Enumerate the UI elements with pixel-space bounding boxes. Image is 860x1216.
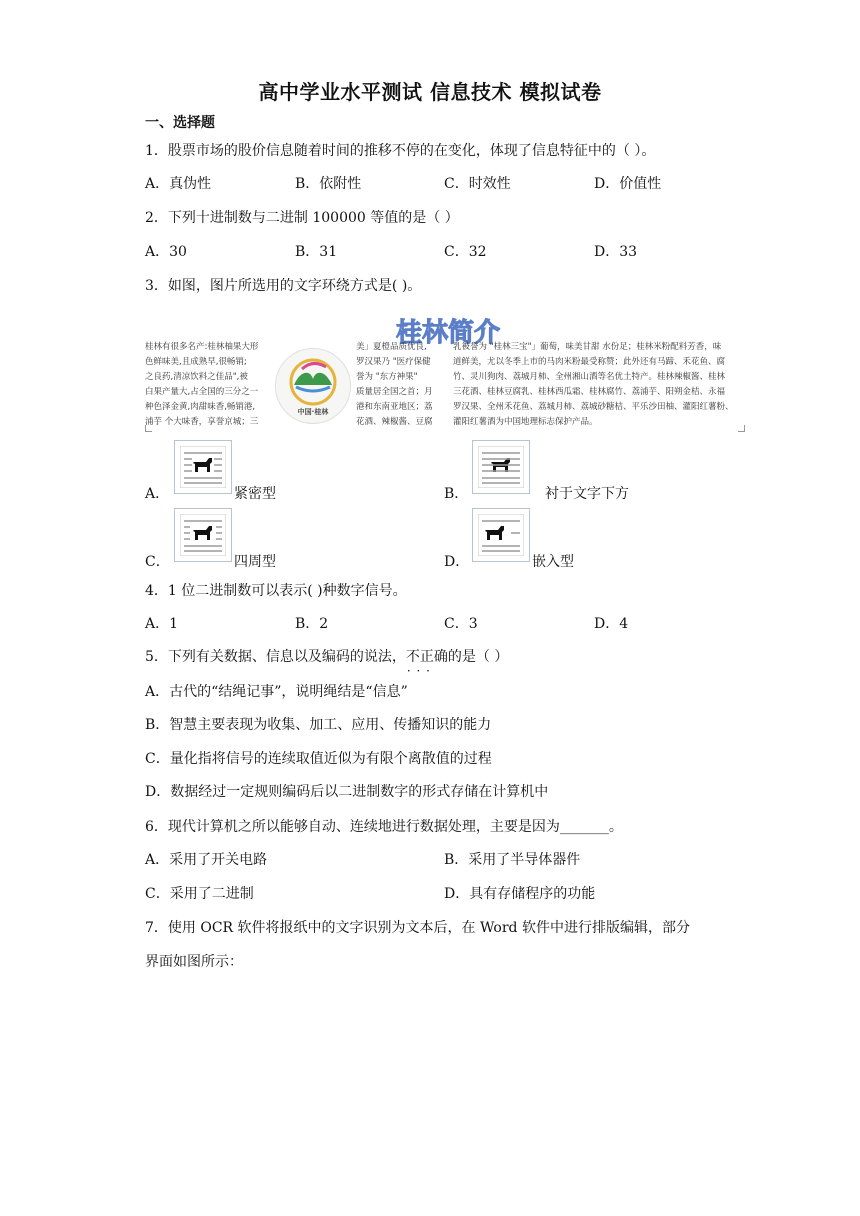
- question-5-stem-end: 的是（ ）: [447, 649, 509, 665]
- question-2-stem: 2．下列十进制数与二进制 100000 等值的是（ ）: [145, 210, 459, 226]
- q4-option-c: C．3: [444, 616, 478, 632]
- page-title: 高中学业水平测试 信息技术 模拟试卷: [258, 80, 602, 104]
- figure-text-column-3: 乳被誉为 "桂林三宝"」葡萄，味美甘甜 水份足；桂林米粉配料芳香，味 道鲜美，尤以冬季上市的马肉米粉最受称赞；此外还有马蹄、禾花鱼、腐 竹、灵川狗肉、荔城月柿、全州湘山酒等名优土特产。桂林辣椒酱、桂林 三花酒、桂林豆腐乳、桂林西瓜霜、桂林腐竹、荔浦芋、阳朔金桔、永福 罗汉果、全州禾花鱼、荔城月柿、荔城砂糖桔、平乐沙田柚、灌阳红薯粉、 灌阳红薯酒为中国地理标志保护产品。: [453, 342, 734, 427]
- q3-option-b-letter: B．: [444, 486, 469, 502]
- q3-option-a-letter: A．: [145, 486, 170, 502]
- question-5-stem: [145, 648, 508, 666]
- q3-option-c-letter: C．: [145, 554, 170, 570]
- dog-inline-icon: [478, 514, 524, 556]
- figure-title: 桂林简介: [395, 318, 500, 348]
- q3-option-a-label: 紧密型: [234, 486, 276, 502]
- question-5-stem-start: 5．下列有关数据、信息以及编码的说法，: [145, 649, 406, 665]
- q4-option-d: D．4: [594, 616, 629, 632]
- question-5-emphasis: 不正确 · · ·: [406, 649, 448, 665]
- q2-option-d: D．33: [594, 244, 638, 260]
- wrap-inline-icon: [472, 508, 530, 562]
- q5-option-b: B．智慧主要表现为收集、加工、应用、传播知识的能力: [145, 717, 492, 733]
- q2-option-a: A．30: [145, 244, 187, 260]
- q2-option-c: C．32: [444, 244, 487, 260]
- question-1-stem: 1．股票市场的股价信息随着时间的推移不停的在变化，体现了信息特征中的（ ）。: [145, 143, 656, 159]
- dog-wrap-tight-icon: [180, 446, 226, 488]
- question-4-stem: 4．1 位二进制数可以表示( )种数字信号。: [145, 583, 407, 599]
- q6-option-b: B．采用了半导体器件: [444, 852, 581, 868]
- q6-option-c: C．采用了二进制: [145, 886, 254, 902]
- q4-option-b: B．2: [295, 616, 329, 632]
- figure-text-column-1: 桂林有很多名产:桂林柚果大形 色鲜味美,且成熟早,很畅销; 之良药,清凉饮料之佳品",被 白果产量大,占全国的三分之一 种色泽金黄,肉甜味香,畅销港, 浦芋 个大味香，享誉京城；三: [145, 342, 259, 427]
- wrap-tight-icon: [174, 440, 232, 494]
- wrap-behind-icon: [472, 440, 530, 494]
- question-6-stem: 6．现代计算机之所以能够自动、连续地进行数据处理，主要是因为_______。: [145, 819, 623, 835]
- q1-option-c: C．时效性: [444, 176, 511, 192]
- figure-text-column-2: 美」夏橙品质优良, 罗汉果乃 "医疗保健 誉为 "东方神果" 质量居全国之首；月 港和东南亚地区；荔 花酒、辣椒酱、豆腐: [356, 342, 433, 427]
- q3-option-d-letter: D．: [444, 554, 470, 570]
- guilin-figure: [145, 310, 745, 432]
- section-heading: 一、选择题: [145, 115, 215, 131]
- q2-option-b: B．31: [295, 244, 338, 260]
- q4-option-a: A．1: [145, 616, 179, 632]
- q5-option-d: D．数据经过一定规则编码后以二进制数字的形式存储在计算机中: [145, 784, 549, 800]
- q3-option-c-label: 四周型: [234, 554, 276, 570]
- figure-corner-mark: [145, 425, 152, 432]
- question-7-stem-line-1: 7．使用 OCR 软件将报纸中的文字识别为文本后，在 Word 软件中进行排版编辑，部分: [145, 920, 690, 936]
- q1-option-b: B．依附性: [295, 176, 362, 192]
- question-3-stem: 3．如图，图片所选用的文字环绕方式是( )。: [145, 278, 422, 294]
- q1-option-a: A．真伪性: [145, 176, 212, 192]
- q5-option-c: C．量化指将信号的连续取值近似为有限个离散值的过程: [145, 751, 492, 767]
- figure-corner-mark: [738, 425, 745, 432]
- guilin-logo: [275, 348, 351, 424]
- dog-wrap-square-icon: [180, 514, 226, 556]
- q3-option-b-label: 衬于文字下方: [545, 486, 629, 502]
- q6-option-a: A．采用了开关电路: [145, 852, 268, 868]
- wrap-square-icon: [174, 508, 232, 562]
- q3-option-d-label: 嵌入型: [532, 554, 574, 570]
- q5-option-a: A．古代的“结绳记事”，说明绳结是“信息”: [145, 684, 408, 700]
- q1-option-d: D．价值性: [594, 176, 662, 192]
- question-7-stem-line-2: 界面如图所示：: [145, 954, 243, 970]
- q6-option-d: D．具有存储程序的功能: [444, 886, 596, 902]
- logo-caption: 中国·桂林: [297, 408, 329, 416]
- behind-text-icon: [478, 446, 524, 488]
